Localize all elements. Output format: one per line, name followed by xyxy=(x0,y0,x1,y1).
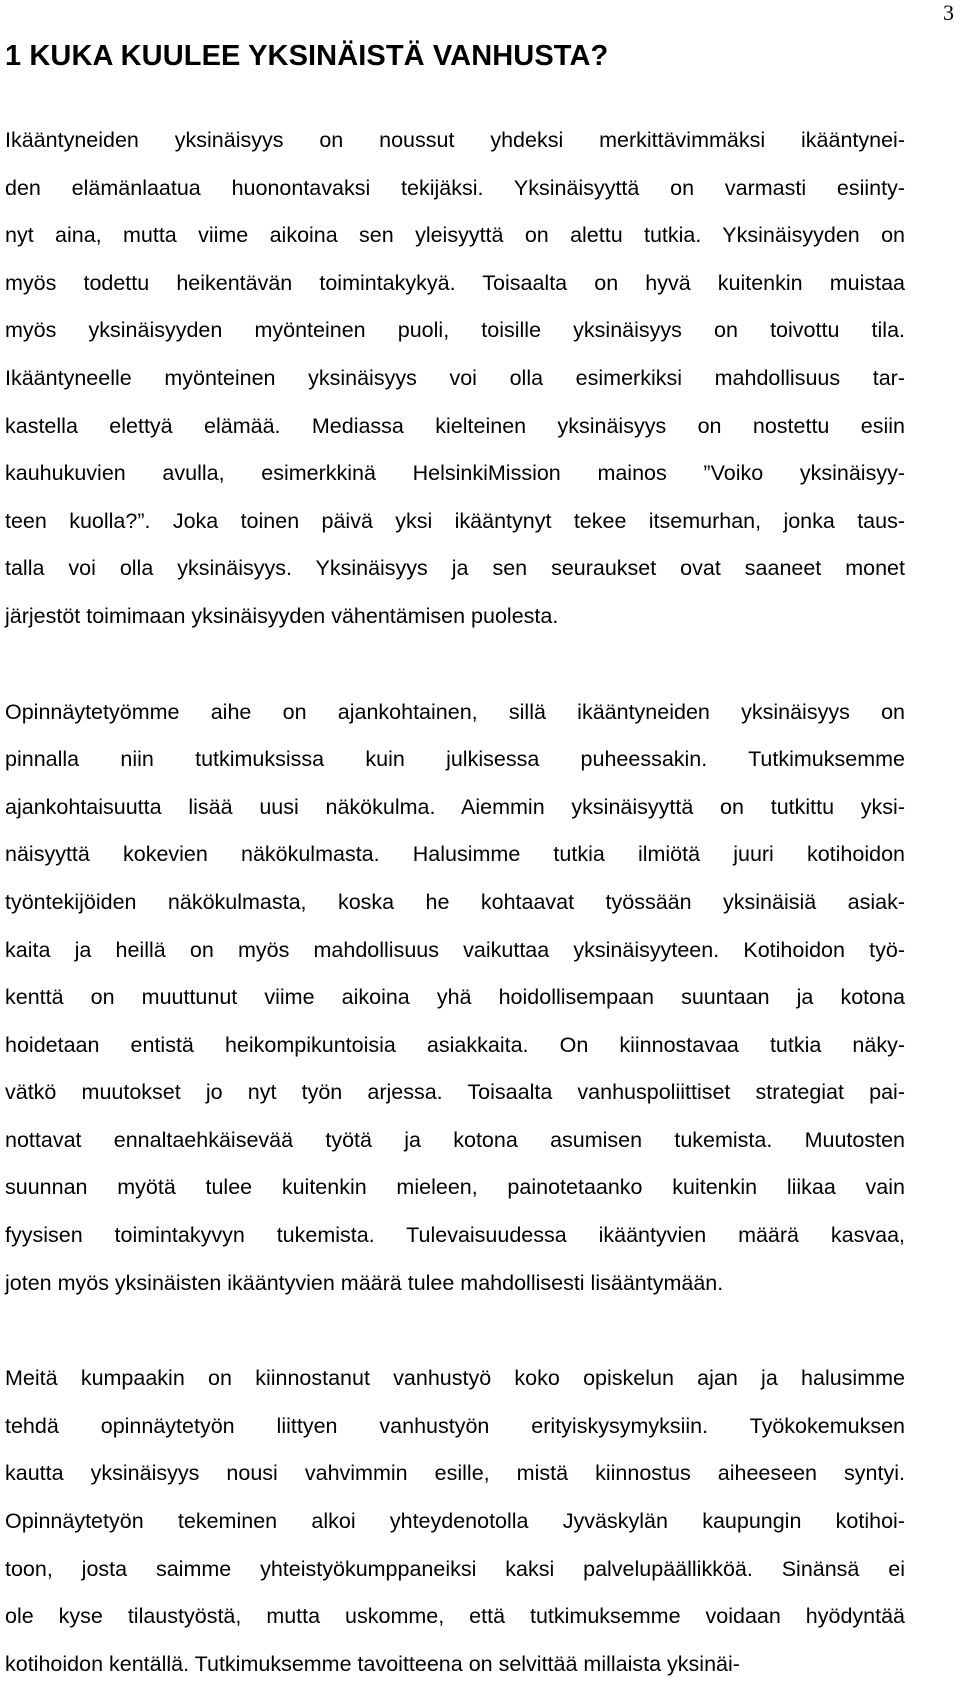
text-line: ajankohtaisuutta lisää uusi näkökulma. Aiemmin yksinäisyyttä on tutkittu yksi- xyxy=(5,794,905,819)
paragraph xyxy=(5,1355,905,1688)
text-line: vätkö muutokset jo nyt työn arjessa. Toisaalta vanhuspoliittiset strategiat pai- xyxy=(5,1080,905,1105)
paragraph xyxy=(5,117,905,641)
text-line: kaita ja heillä on myös mahdollisuus vaikuttaa yksinäisyyteen. Kotihoidon työ- xyxy=(5,937,905,962)
paragraph xyxy=(5,689,905,1308)
text-line: ole kyse tilaustyöstä, mutta uskomme, että tutkimuksemme voidaan hyödyntää xyxy=(5,1604,905,1629)
text-line: Ikääntyneelle myönteinen yksinäisyys voi olla esimerkiksi mahdollisuus tar- xyxy=(5,365,905,390)
text-line: kastella elettyä elämää. Mediassa kielteinen yksinäisyys on nostettu esiin xyxy=(5,413,905,438)
document-body xyxy=(5,0,905,1688)
text-line: pinnalla niin tutkimuksissa kuin julkisessa puheessakin. Tutkimuksemme xyxy=(5,747,905,772)
text-line: den elämänlaatua huonontavaksi tekijäksi. Yksinäisyyttä on varmasti esiinty- xyxy=(5,175,905,200)
text-line: nyt aina, mutta viime aikoina sen yleisyyttä on alettu tutkia. Yksinäisyyden on xyxy=(5,223,905,248)
text-line: Opinnäytetyömme aihe on ajankohtainen, sillä ikääntyneiden yksinäisyys on xyxy=(5,699,905,724)
text-line: myös todettu heikentävän toimintakykyä. Toisaalta on hyvä kuitenkin muistaa xyxy=(5,270,905,295)
text-line: nottavat ennaltaehkäisevää työtä ja kotona asumisen tukemista. Muutosten xyxy=(5,1127,905,1152)
text-line: Opinnäytetyön tekeminen alkoi yhteydenotolla Jyväskylän kaupungin kotihoi- xyxy=(5,1509,905,1534)
text-line: teen kuolla?”. Joka toinen päivä yksi ikääntynyt tekee itsemurhan, jonka taus- xyxy=(5,508,905,533)
text-line: kauhukuvien avulla, esimerkkinä HelsinkiMission mainos ”Voiko yksinäisyy- xyxy=(5,461,905,486)
text-line: toon, josta saimme yhteistyökumppaneiksi kaksi palvelupäällikköä. Sinänsä ei xyxy=(5,1556,905,1581)
chapter-heading: 1 KUKA KUULEE YKSINÄISTÄ VANHUSTA? xyxy=(5,40,609,72)
page-number: 3 xyxy=(943,0,954,25)
text-line: fyysisen toimintakyvyn tukemista. Tulevaisuudessa ikääntyvien määrä kasvaa, xyxy=(5,1223,905,1248)
text-line: kenttä on muuttunut viime aikoina yhä hoidollisempaan suuntaan ja kotona xyxy=(5,985,905,1010)
text-line: näisyyttä kokevien näkökulmasta. Halusimme tutkia ilmiötä juuri kotihoidon xyxy=(5,842,905,867)
text-line: hoidetaan entistä heikompikuntoisia asiakkaita. On kiinnostavaa tutkia näky- xyxy=(5,1032,905,1057)
text-line: kotihoidon kentällä. Tutkimuksemme tavoitteena on selvittää millaista yksinäi- xyxy=(5,1651,740,1676)
text-line: suunnan myötä tulee kuitenkin mieleen, painotetaanko kuitenkin liikaa vain xyxy=(5,1175,905,1200)
text-line: järjestöt toimimaan yksinäisyyden vähentämisen puolesta. xyxy=(5,603,559,628)
text-line: työntekijöiden näkökulmasta, koska he kohtaavat työssään yksinäisiä asiak- xyxy=(5,889,905,914)
text-line: joten myös yksinäisten ikääntyvien määrä tulee mahdollisesti lisääntymään. xyxy=(5,1270,724,1295)
text-line: talla voi olla yksinäisyys. Yksinäisyys ja sen seuraukset ovat saaneet monet xyxy=(5,556,905,581)
text-line: myös yksinäisyyden myönteinen puoli, toisille yksinäisyys on toivottu tila. xyxy=(5,318,905,343)
text-line: tehdä opinnäytetyön liittyen vanhustyön erityiskysymyksiin. Työkokemuksen xyxy=(5,1413,905,1438)
text-line: kautta yksinäisyys nousi vahvimmin esille, mistä kiinnostus aiheeseen syntyi. xyxy=(5,1461,905,1486)
text-line: Ikääntyneiden yksinäisyys on noussut yhdeksi merkittävimmäksi ikääntynei- xyxy=(5,128,905,152)
text-line: Meitä kumpaakin on kiinnostanut vanhustyö koko opiskelun ajan ja halusimme xyxy=(5,1366,905,1391)
